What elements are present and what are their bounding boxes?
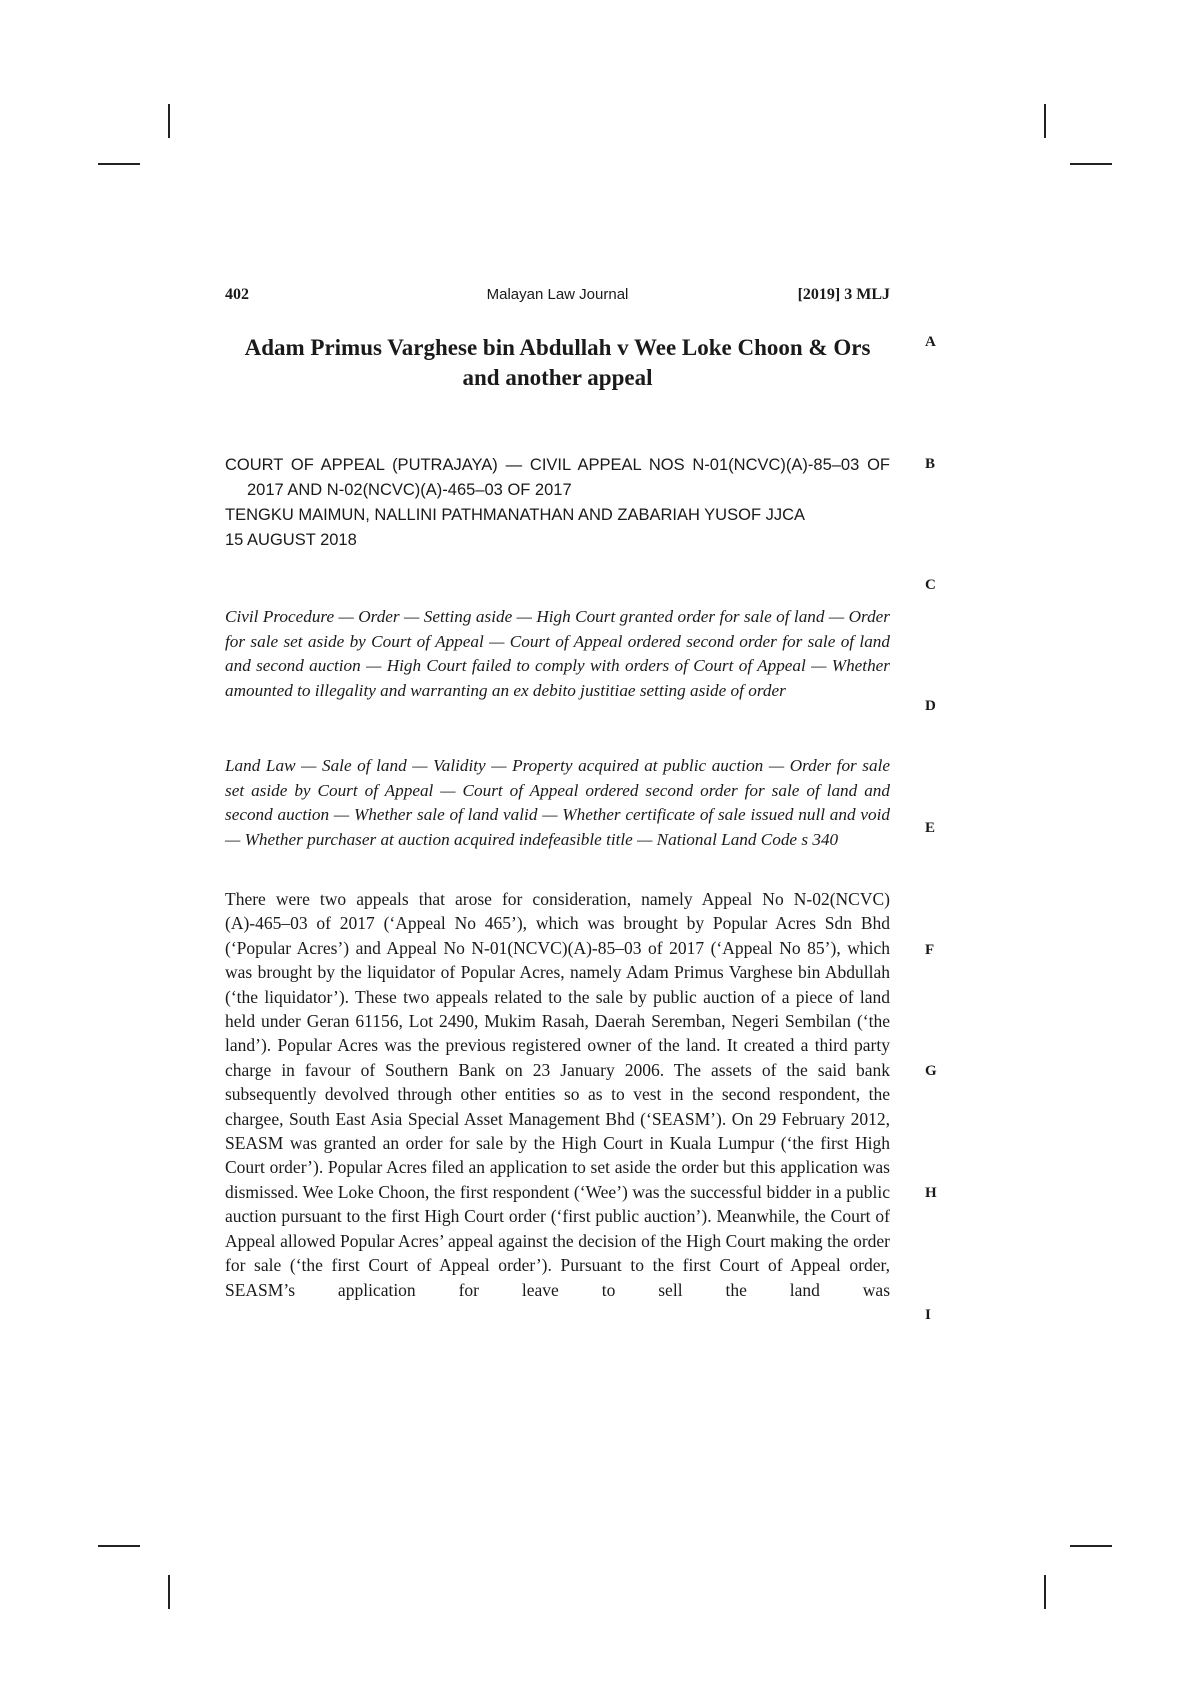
page-content bbox=[225, 282, 890, 1319]
headnote-body: There were two appeals that arose for consideration, namely Appeal No N-02(NCVC)(A)-465–03 of 2017 (‘Appeal No 465’), which was brought by Popular Acres Sdn Bhd (‘Popular Acres’) and Appeal No N-01(NCVC)(A)-85–03 of 2017 (‘Appeal No 85’), which was brought by the liquidator of Popular Acres, namely Adam Primus Varghese bin Abdullah (‘the liquidator’). These two appeals related to the sale by public auction of a piece of land held under Geran 61156, Lot 2490, Mukim Rasah, Daerah Seremban, Negeri Sembilan (‘the land’). Popular Acres was the previous registered owner of the land. It created a third party charge in favour of Southern Bank on 23 January 2006. The assets of the said bank subsequently devolved through other entities so as to vest in the second respondent, the chargee, South East Asia Special Asset Management Bhd (‘SEASM’). On 29 February 2012, SEASM was granted an order for sale by the High Court in Kuala Lumpur (‘the first High Court order’). Popular Acres filed an application to set aside the order but this application was dismissed. Wee Loke Choon, the first respondent (‘Wee’) was the successful bidder in a public auction pursuant to the first High Court order (‘first public auction’). Meanwhile, the Court of Appeal allowed Popular Acres’ appeal against the decision of the High Court making the order for sale (‘the first Court of Appeal order’). Pursuant to the first Court of Appeal order, SEASM’s application for leave to sell the land was bbox=[225, 889, 890, 1300]
running-head bbox=[225, 282, 890, 308]
page-number: 402 bbox=[225, 286, 249, 303]
margin-letter-i: I bbox=[925, 1307, 931, 1323]
judges: TENGKU MAIMUN, NALLINI PATHMANATHAN AND ZABARIAH YUSOF JJCA bbox=[225, 506, 806, 524]
crop-mark-top-left-horizontal bbox=[98, 163, 140, 165]
judgment-date: 15 AUGUST 2018 bbox=[225, 531, 357, 549]
margin-letter-h: H bbox=[925, 1185, 937, 1201]
crop-mark-top-left-vertical bbox=[168, 104, 170, 138]
margin-letter-g: G bbox=[925, 1063, 937, 1079]
catchwords-land-law: Land Law — Sale of land — Validity — Property acquired at public auction — Order for sale set aside by Court of Appeal — Court of Appeal ordered second order for sale of land and second auction — Whether sale of land valid — Whether certificate of sale issued null and void — Whether purchaser at auction acquired indefeasible title — National Land Code s 340 bbox=[225, 756, 890, 849]
crop-mark-top-right-horizontal bbox=[1070, 163, 1112, 165]
crop-mark-bottom-right-horizontal bbox=[1070, 1545, 1112, 1547]
citation: [2019] 3 MLJ bbox=[797, 286, 890, 303]
margin-letter-c: C bbox=[925, 577, 936, 593]
court-and-appeal-numbers: COURT OF APPEAL (PUTRAJAYA) — CIVIL APPEAL NOS N-01(NCVC)(A)-85–03 OF 2017 AND N-02(NCVC)(A)-465–03 OF 2017 bbox=[225, 456, 890, 499]
crop-mark-bottom-right-vertical bbox=[1044, 1575, 1046, 1609]
journal-name: Malayan Law Journal bbox=[486, 286, 629, 303]
court-details bbox=[225, 453, 890, 553]
crop-mark-bottom-left-horizontal bbox=[98, 1545, 140, 1547]
crop-mark-bottom-left-vertical bbox=[168, 1575, 170, 1609]
catchwords-civil-procedure: Civil Procedure — Order — Setting aside — High Court granted order for sale of land — Order for sale set aside by Court of Appeal — Court of Appeal ordered second order for sale of land and second auction — High Court failed to comply with orders of Court of Appeal — Whether amounted to illegality and warranting an ex debito justitiae setting aside of order bbox=[225, 607, 890, 700]
margin-letter-e: E bbox=[925, 820, 936, 836]
margin-letter-a: A bbox=[925, 334, 936, 350]
crop-mark-top-right-vertical bbox=[1044, 104, 1046, 138]
margin-letter-b: B bbox=[925, 456, 936, 472]
margin-letter-f: F bbox=[925, 942, 935, 958]
case-title: Adam Primus Varghese bin Abdullah v Wee Loke Choon & Ors and another appeal bbox=[244, 335, 871, 390]
margin-letter-d: D bbox=[925, 698, 936, 714]
